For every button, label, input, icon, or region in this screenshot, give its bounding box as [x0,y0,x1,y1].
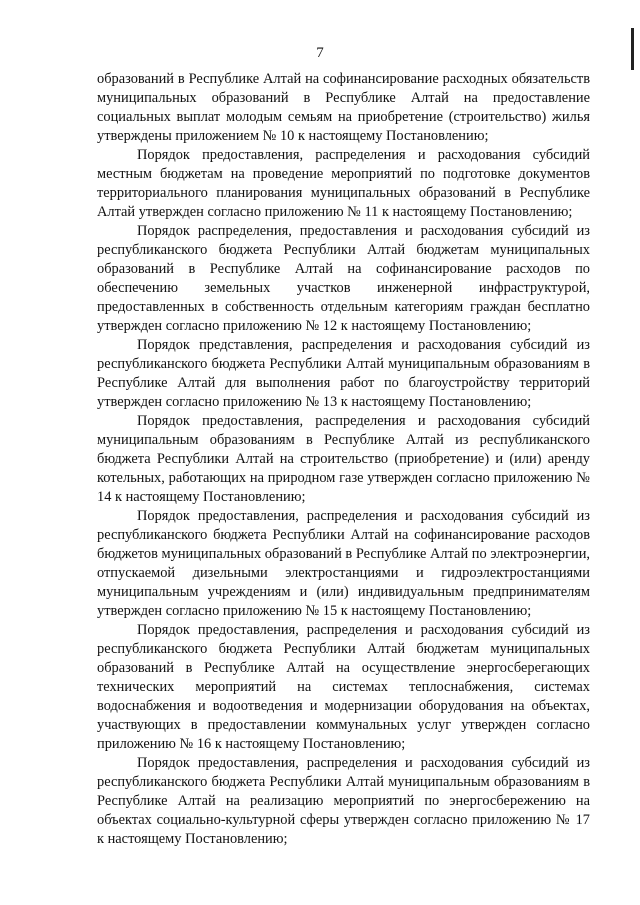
paragraph-appendix-11: Порядок предоставления, распределения и расходования субсидий местным бюджетам на проведение мероприятий по подготовке документов территориального планирования муниципальных образований в Республике Алтай утвержден согласно приложению № 11 к настоящему Постановлению; [97,147,590,220]
paragraph-appendix-14: Порядок предоставления, распределения и расходования субсидий муниципальным образованиям в Республике Алтай из республиканского бюджета Республики Алтай на строительство (приобретение) и (или) аренду котельных, работающих на природном газе утвержден согласно приложению № 14 к настоящему Постановлению; [97,413,590,505]
paragraph-appendix-15: Порядок предоставления, распределения и расходования субсидий из республиканского бюджета Республики Алтай на софинансирование расходов бюджетов муниципальных образований в Республике Алтай по электроэнергии, отпускаемой дизельными электростанциями и гидроэлектростанциями муниципальным учреждениям и (или) индивидуальным предпринимателям утвержден согласно приложению № 15 к настоящему Постановлению; [97,508,590,619]
document-body [97,70,590,849]
scan-edge-mark [631,28,634,70]
paragraph-appendix-17: Порядок предоставления, распределения и расходования субсидий из республиканского бюджета Республики Алтай муниципальным образованиям в Республике Алтай на реализацию мероприятий по энергосбережению на объектах социально-культурной сферы утвержден согласно приложению № 17 к настоящему Постановлению; [97,755,590,847]
paragraph-appendix-16: Порядок предоставления, распределения и расходования субсидий из республиканского бюджета Республики Алтай бюджетам муниципальных образований в Республике Алтай на осуществление энергосберегающих технических мероприятий на системах теплоснабжения, системах водоснабжения и водоотведения и модернизации оборудования на объектах, участвующих в предоставлении коммунальных услуг утвержден согласно приложению № 16 к настоящему Постановлению; [97,622,590,752]
paragraph-appendix-13: Порядок представления, распределения и расходования субсидий из республиканского бюджета Республики Алтай муниципальным образованиям в Республике Алтай для выполнения работ по благоустройству территорий утвержден согласно приложению № 13 к настоящему Постановлению; [97,337,590,410]
paragraph-housing-subsidy-continuation: образований в Республике Алтай на софинансирование расходных обязательств муниципальных образований в Республике Алтай на предоставление социальных выплат молодым семьям на приобретение (строительство) жилья утверждены приложением № 10 к настоящему Постановлению; [97,71,590,144]
paragraph-appendix-12: Порядок распределения, предоставления и расходования субсидий из республиканского бюджета Республики Алтай бюджетам муниципальных образований в Республике Алтай на софинансирование расходов по обеспечению земельных участков инженерной инфраструктурой, предоставленных в собственность отдельным категориям граждан бесплатно утвержден согласно приложению № 12 к настоящему Постановлению; [97,223,590,334]
page-number: 7 [316,45,324,61]
